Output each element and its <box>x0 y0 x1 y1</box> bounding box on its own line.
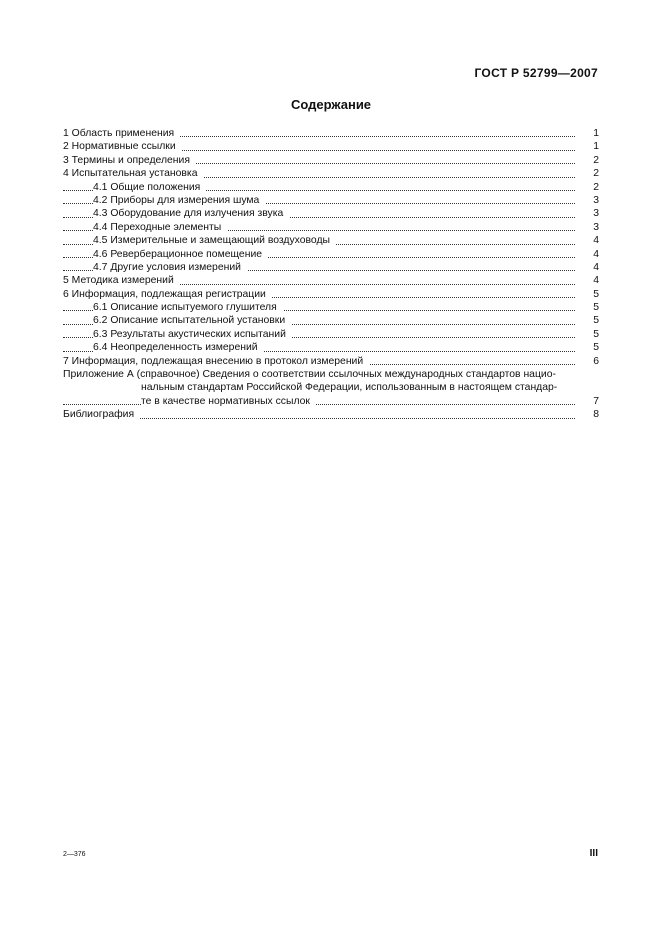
toc-subentry[interactable]: 4.1 Общие положения 2 <box>63 181 599 194</box>
toc-page-number: 2 <box>589 167 599 180</box>
toc-subentry[interactable]: 4.2 Приборы для измерения шума 3 <box>63 194 599 207</box>
toc-subentry[interactable]: 4.5 Измерительные и замещающий воздуховоды 4 <box>63 234 599 247</box>
toc-page-number: 6 <box>589 355 599 368</box>
toc-subentry[interactable]: 6.2 Описание испытательной установки 5 <box>63 314 599 327</box>
page-title: Содержание <box>290 97 372 112</box>
toc-page-number: 1 <box>589 127 599 140</box>
toc-subentry[interactable]: 4.7 Другие условия измерений 4 <box>63 261 599 274</box>
toc-appendix-line2: нальным стандартам Российской Федерации, использованным в настоящем стандар- <box>63 381 599 394</box>
toc-page-number: 3 <box>589 207 599 220</box>
toc-entry[interactable]: 7 Информация, подлежащая внесению в протокол измерений 6 <box>63 355 599 367</box>
toc-subentry[interactable]: 4.3 Оборудование для излучения звука 3 <box>63 207 599 220</box>
toc-appendix-line1[interactable]: Приложение А (справочное) Сведения о соответствии ссылочных международных стандартов нацио- <box>63 368 599 381</box>
toc-entry[interactable]: 4 Испытательная установка 2 <box>63 168 599 180</box>
toc-subentry[interactable]: 6.3 Результаты акустических испытаний 5 <box>63 328 599 341</box>
toc-page-number: 4 <box>589 234 599 247</box>
toc-page-number: 4 <box>589 248 599 261</box>
toc-page-number: 4 <box>589 261 599 274</box>
toc-entry[interactable]: 2 Нормативные ссылки 1 <box>63 141 599 153</box>
toc-subentry[interactable]: 6.4 Неопределенность измерений 5 <box>63 341 599 354</box>
page-number: III <box>589 848 598 859</box>
toc-page-number: 2 <box>589 154 599 167</box>
toc-page-number: 5 <box>589 301 599 314</box>
toc-page-number: 8 <box>589 408 599 421</box>
toc-page-number: 3 <box>589 221 599 234</box>
print-code: 2—376 <box>63 851 86 858</box>
table-of-contents <box>63 127 599 422</box>
toc-page-number: 2 <box>589 181 599 194</box>
toc-page-number: 5 <box>589 314 599 327</box>
toc-page-number: 5 <box>589 328 599 341</box>
toc-entry[interactable]: 5 Методика измерений 4 <box>63 275 599 287</box>
toc-page-number: 1 <box>589 140 599 153</box>
toc-page-number: 5 <box>589 288 599 301</box>
document-number: ГОСТ Р 52799—2007 <box>474 66 598 80</box>
toc-subentry[interactable]: 4.6 Реверберационное помещение 4 <box>63 248 599 261</box>
toc-page-number: 7 <box>589 395 599 408</box>
toc-page-number: 3 <box>589 194 599 207</box>
toc-subentry[interactable]: 4.4 Переходные элементы 3 <box>63 221 599 234</box>
toc-entry[interactable]: 3 Термины и определения 2 <box>63 154 599 166</box>
toc-appendix-line3[interactable]: те в качестве нормативных ссылок 7 <box>63 395 599 408</box>
toc-entry[interactable]: 1 Область применения 1 <box>63 128 599 139</box>
toc-entry[interactable]: 6 Информация, подлежащая регистрации 5 <box>63 288 599 300</box>
toc-bibliography[interactable]: Библиография 8 <box>63 409 599 421</box>
toc-page-number: 4 <box>589 274 599 287</box>
toc-page-number: 5 <box>589 341 599 354</box>
toc-subentry[interactable]: 6.1 Описание испытуемого глушителя 5 <box>63 301 599 314</box>
